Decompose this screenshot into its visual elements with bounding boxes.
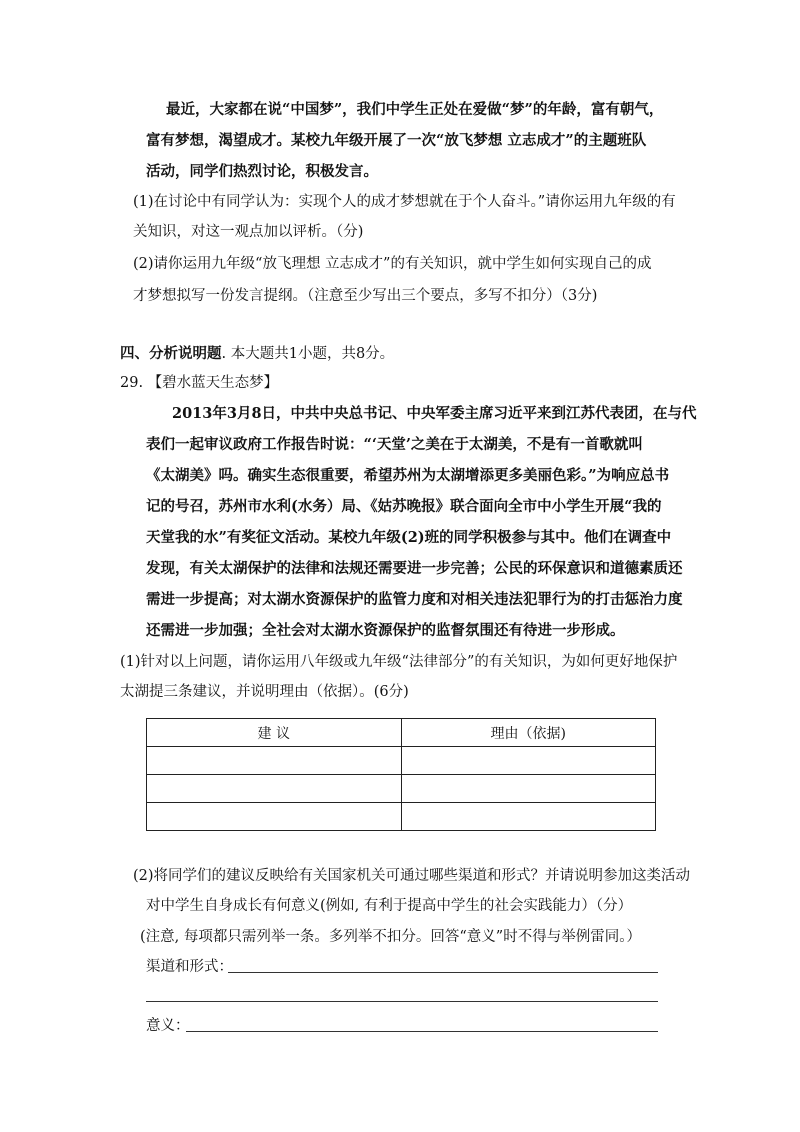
header-reason: 理由（依据) — [401, 719, 656, 747]
question-1-line-2: 关知识，对这一观点加以评析。（分) — [133, 224, 364, 240]
subquestion-2-note: (注意, 每项都只需列举一条。多列举不扣分。回答“意义”时不得与举例雷同。） — [140, 929, 641, 945]
intro-line-2: 富有梦想，渴望成才。某校九年级开展了一次“放飞梦想 立志成才”的主题班队 — [146, 132, 647, 149]
passage-line-5: 天堂我的水”有奖征文活动。某校九年级(2)班的同学积极参与其中。他们在调查中 — [146, 529, 672, 546]
reason-cell[interactable] — [401, 803, 656, 831]
reason-cell[interactable] — [401, 747, 656, 775]
table-row — [147, 747, 656, 775]
subquestion-1-line-1: (1)针对以上问题，请你运用八年级或九年级“法律部分”的有关知识，为如何更好地保护 — [120, 654, 678, 670]
intro-line-3: 活动，同学们热烈讨论，积极发言。 — [146, 163, 378, 180]
passage-line-6: 发现，有关太湖保护的法律和法规还需要进一步完善；公民的环保意识和道德素质还 — [146, 560, 683, 577]
suggestion-table — [146, 718, 656, 831]
table-row — [147, 775, 656, 803]
table-row — [147, 803, 656, 831]
header-suggestion: 建 议 — [147, 719, 402, 747]
section-4-description: . 本大题共1小题，共8分。 — [221, 346, 395, 362]
passage-line-7: 需进一步提高；对太湖水资源保护的监管力度和对相关违法犯罪行为的打击惩治力度 — [146, 591, 683, 608]
question-2-line-1: (2)请你运用九年级“放飞理想 立志成才”的有关知识，就中学生如何实现自己的成 — [133, 256, 652, 272]
meaning-label: 意义： — [146, 1018, 190, 1034]
section-4-title: 四、分析说明题 — [120, 345, 222, 362]
table-header-row — [147, 719, 656, 747]
channels-label: 渠道和形式： — [146, 959, 233, 975]
subquestion-1-line-2: 太湖提三条建议，并说明理由（依据）。(6分) — [120, 684, 409, 700]
question-1-line-1: (1)在讨论中有同学认为：实现个人的成才梦想就在于个人奋斗。”请你运用九年级的有 — [133, 194, 676, 210]
meaning-answer-line[interactable] — [186, 1031, 658, 1032]
channels-answer-line-2[interactable] — [146, 1001, 658, 1002]
suggestion-cell[interactable] — [147, 803, 402, 831]
subquestion-2-line-2: 对中学生自身成长有何意义(例如, 有利于提高中学生的社会实践能力）（分） — [146, 898, 633, 914]
passage-line-1: 2013年3月8日，中共中央总书记、中央军委主席习近平来到江苏代表团，在与代 — [172, 405, 697, 422]
section-4-heading — [120, 344, 394, 364]
suggestion-cell[interactable] — [147, 775, 402, 803]
intro-line-1: 最近，大家都在说“中国梦”，我们中学生正处在爱做“梦”的年龄，富有朝气， — [166, 101, 664, 118]
passage-line-8: 还需进一步加强；全社会对太湖水资源保护的监督氛围还有待进一步形成。 — [146, 622, 625, 639]
channels-answer-line[interactable] — [228, 972, 658, 973]
subquestion-2-line-1: (2)将同学们的建议反映给有关国家机关可通过哪些渠道和形式？并请说明参加这类活动 — [133, 868, 691, 884]
passage-line-4: 记的号召，苏州市水利(水务）局、《姑苏晚报》联合面向全市中小学生开展“我的 — [146, 498, 662, 515]
passage-line-2: 表们一起审议政府工作报告时说：“‘天堂’之美在于太湖美，不是有一首歌就叫 — [146, 436, 643, 453]
reason-cell[interactable] — [401, 775, 656, 803]
question-29-header: 29. 【碧水蓝天生态梦】 — [120, 375, 279, 391]
passage-line-3: 《太湖美》吗。确实生态很重要，希望苏州为太湖增添更多美丽色彩。”为响应总书 — [146, 467, 670, 484]
question-2-line-2: 才梦想拟写一份发言提纲。（注意至少写出三个要点，多写不扣分）（3分) — [133, 288, 598, 304]
suggestion-cell[interactable] — [147, 747, 402, 775]
